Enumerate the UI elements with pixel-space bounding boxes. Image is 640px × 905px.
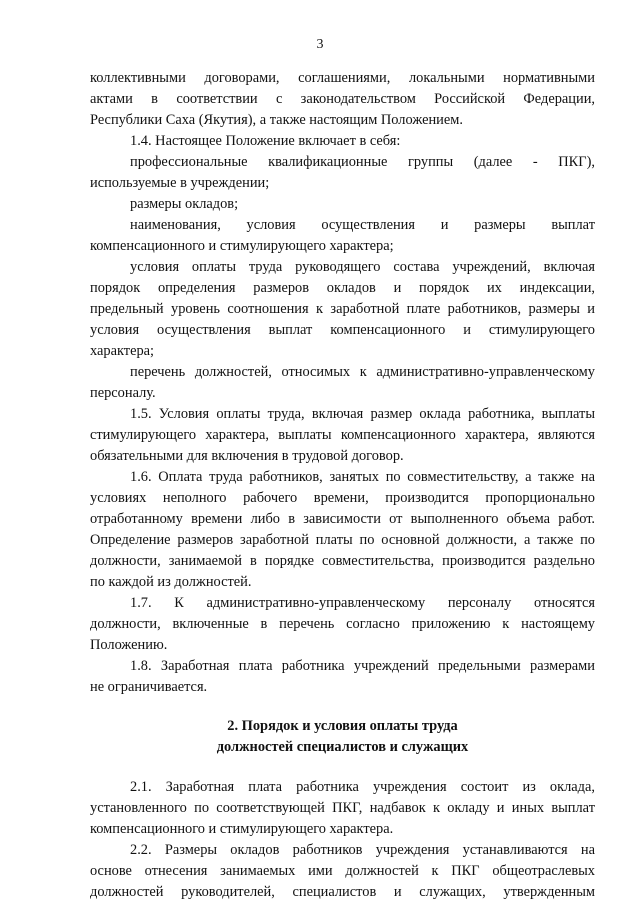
text-line: 1.8. Заработная плата работника учреждений предельными размерами	[130, 658, 595, 674]
text-line: Определение размеров заработной платы по основной должности, а также по	[90, 532, 595, 548]
text-line: стимулирующего характера, выплаты компенсационного характера, являются	[90, 427, 595, 443]
page-number: 3	[316, 37, 324, 52]
text-line: должности, занимаемой в порядке совместительства, производится раздельно	[90, 553, 595, 569]
text-line: 2.1. Заработная плата работника учреждения состоит из оклада,	[130, 779, 595, 795]
text-line: размеры окладов;	[130, 196, 239, 212]
text-line: перечень должностей, относимых к административно-управленческому	[130, 364, 595, 380]
section-heading: должностей специалистов и служащих	[216, 739, 469, 755]
text-line: характера;	[90, 343, 155, 359]
text-line: 1.6. Оплата труда работников, занятых по совместительству, а также на	[130, 469, 595, 485]
text-line: обязательными для включения в трудовой договор.	[90, 448, 404, 464]
section-heading: 2. Порядок и условия оплаты труда	[227, 718, 458, 734]
text-line: персоналу.	[90, 385, 156, 401]
text-line: профессиональные квалификационные группы (далее - ПКГ),	[130, 154, 595, 170]
text-line: компенсационного и стимулирующего характера;	[90, 238, 394, 254]
text-line: наименования, условия осуществления и размеры выплат	[130, 217, 595, 233]
text-line: 1.7. К административно-управленческому персоналу относятся	[130, 595, 595, 611]
text-line: не ограничивается.	[90, 679, 208, 695]
text-line: условия осуществления выплат компенсационного и стимулирующего	[90, 322, 595, 338]
text-line: основе отнесения занимаемых ими должностей к ПКГ общеотраслевых	[90, 863, 595, 879]
text-line: используемые в учреждении;	[90, 175, 270, 191]
text-line: должностей руководителей, специалистов и служащих, утвержденным	[90, 884, 595, 900]
text-line: 2.2. Размеры окладов работников учреждения устанавливаются на	[130, 842, 595, 858]
text-line: по каждой из должностей.	[90, 574, 252, 590]
text-line: условия оплаты труда руководящего состава учреждений, включая	[130, 259, 595, 275]
text-line: 1.4. Настоящее Положение включает в себя:	[130, 133, 401, 149]
text-line: Положению.	[90, 637, 168, 653]
text-line: Республики Саха (Якутия), а также настоящим Положением.	[90, 112, 463, 128]
text-line: порядок определения размеров окладов и порядок их индексации,	[90, 280, 595, 296]
text-line: компенсационного и стимулирующего характера.	[90, 821, 394, 837]
text-line: должности, включенные в перечень согласно приложению к настоящему	[90, 616, 595, 632]
text-line: актами в соответствии с законодательством Российской Федерации,	[90, 91, 595, 107]
text-line: условиях неполного рабочего времени, производится пропорционально	[90, 490, 595, 506]
text-line: коллективными договорами, соглашениями, локальными нормативными	[90, 70, 595, 86]
text-line: установленного по соответствующей ПКГ, надбавок к окладу и иных выплат	[90, 800, 595, 816]
text-line: предельный уровень соотношения к заработной плате работников, размеры и	[90, 301, 595, 317]
text-line: 1.5. Условия оплаты труда, включая размер оклада работника, выплаты	[130, 406, 595, 422]
text-line: отработанному времени либо в зависимости от выполненного объема работ.	[90, 511, 595, 527]
